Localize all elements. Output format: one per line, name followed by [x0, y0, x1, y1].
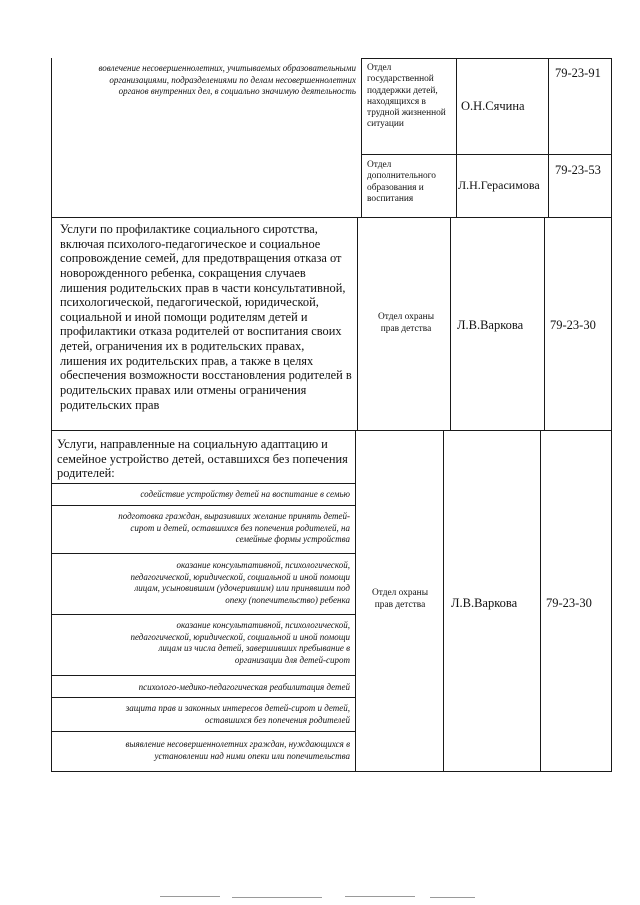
column-divider	[443, 430, 444, 772]
phone-number: 79-23-91	[555, 66, 601, 80]
scan-artifact	[430, 897, 475, 898]
row-divider	[361, 58, 611, 59]
responsible-person: Л.Н.Герасимова	[458, 178, 540, 192]
scan-artifact	[232, 897, 322, 898]
subrow-divider	[51, 553, 355, 554]
service-subitem: психолого-медико-педагогическая реабилитация детей	[138, 682, 350, 692]
scan-artifact	[345, 896, 415, 897]
responsible-person: Л.В.Варкова	[451, 596, 518, 610]
column-divider	[355, 430, 356, 772]
responsible-person: Л.В.Варкова	[457, 318, 524, 332]
subrow-divider	[51, 675, 355, 676]
column-divider	[456, 58, 457, 217]
service-description: Услуги по профилактике социального сиротства, включая психолого-педагогическое и социальное сопровождение семей, для предотвращения отказа от новорожденного ребенка, сокращения случаев лишения родительских прав в части консультативной, психологической, педагогической, юридической, социальной и иной помощи родителям детей и профилактики отказа родителей от воспитания своих детей, ограничения их в родительских правах, лишения их родительских прав, а также в целях обеспечения возможности восстановления родителей в родительских правах или отмены ограничения родительских прав	[60, 222, 352, 412]
service-subitem: оказание консультативной, психологической, педагогической, юридической, социальной и иной помощи лицам из числа детей, завершивших пребывание в организации для детей-сирот	[130, 620, 350, 666]
subrow-divider	[51, 505, 355, 506]
table-border-left	[51, 58, 52, 772]
responsible-person: О.Н.Сячина	[461, 99, 525, 113]
department-name: Отдел дополнительного образования и воспитания	[367, 160, 436, 204]
service-description: Услуги, направленные на социальную адаптацию и семейное устройство детей, оставшихся без попечения родителей:	[57, 437, 348, 481]
department-name: Отдел государственной поддержки детей, находящихся в трудной жизненной ситуации	[367, 63, 446, 130]
department-name: Отдел охраны прав детства	[377, 312, 434, 334]
phone-number: 79-23-30	[550, 318, 596, 332]
service-description: вовлечение несовершеннолетних, учитываемых образовательными организациями, подразделениями по делам несовершеннолетних органов внутренних дел, в социально значимую деятельность	[98, 63, 356, 97]
row-divider	[361, 154, 611, 155]
column-divider	[361, 58, 362, 217]
column-divider	[548, 58, 549, 217]
row-divider	[51, 217, 611, 218]
subrow-divider	[51, 731, 355, 732]
department-name: Отдел охраны прав детства	[371, 588, 428, 610]
scan-artifact	[160, 896, 220, 897]
phone-number: 79-23-30	[546, 596, 592, 610]
column-divider	[357, 217, 358, 430]
table-border-right	[611, 58, 612, 772]
service-subitem: выявление несовершеннолетних граждан, нуждающихся в установлении над ними опеки или попечительства	[125, 739, 350, 761]
subrow-divider	[51, 483, 355, 484]
row-divider	[51, 430, 611, 431]
service-subitem: подготовка граждан, выразивших желание принять детей-сирот и детей, оставшихся без попечения родителей, на семейные формы устройства	[118, 511, 350, 545]
service-subitem: защита прав и законных интересов детей-сирот и детей, оставшихся без попечения родителей	[125, 703, 350, 725]
table-border-bottom	[51, 771, 611, 772]
column-divider	[450, 217, 451, 430]
service-subitem: оказание консультативной, психологической, педагогической, юридической, социальной и иной помощи лицам, усыновившим (удочерившим) или принявшим под опеку (попечительство) ребенка	[130, 560, 350, 606]
service-subitem: содействие устройству детей на воспитание в семью	[140, 489, 350, 499]
subrow-divider	[51, 697, 355, 698]
subrow-divider	[51, 614, 355, 615]
phone-number: 79-23-53	[555, 163, 601, 177]
